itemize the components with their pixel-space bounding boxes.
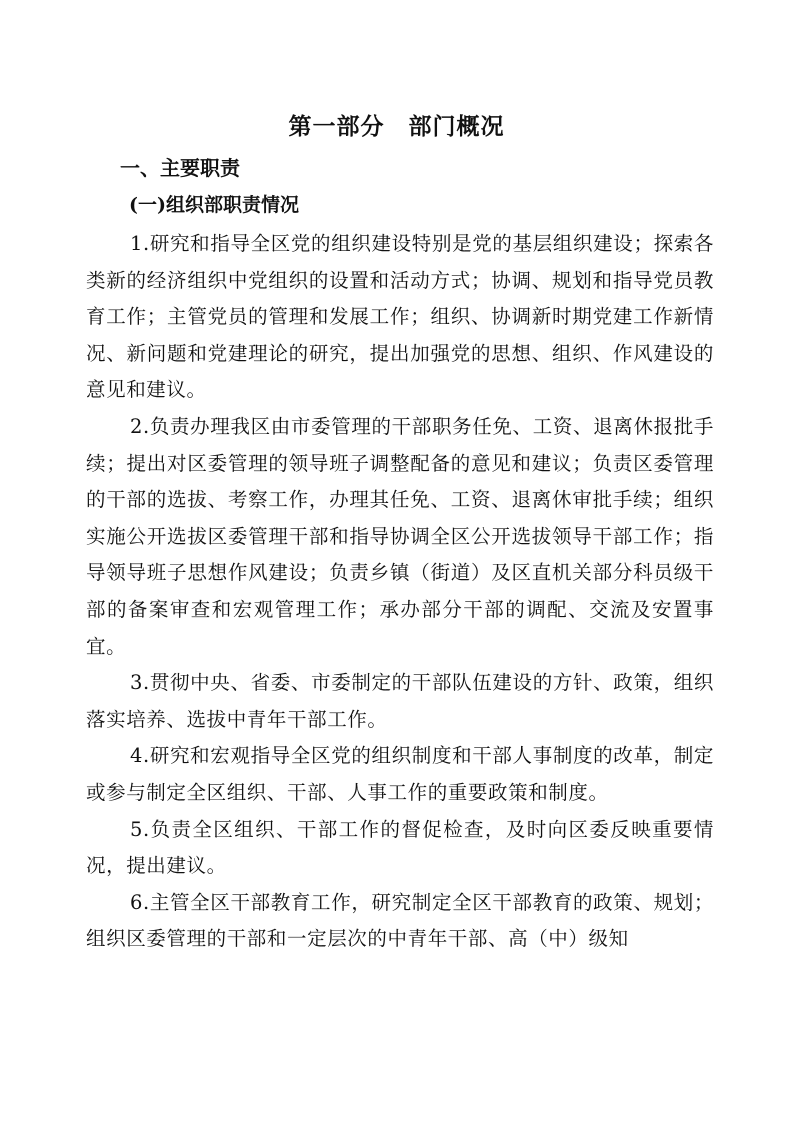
paragraph-2: 2.负责办理我区由市委管理的干部职务任免、工资、退离休报批手续；提出对区委管理的领导班子调整配备的意见和建议；负责区委管理的干部的选拔、考察工作，办理其任免、工资、退离休审批手续；组织实施公开选拔区委管理干部和指导协调全区公开选拔领导干部工作；指导领导班子思想作风建设；负责乡镇（街道）及区直机关部分科员级干部的备案审查和宏观管理工作；承办部分干部的调配、交流及安置事宜。 bbox=[86, 414, 714, 658]
paragraph-1: 1.研究和指导全区党的组织建设特别是党的基层组织建设；探索各类新的经济组织中党组织的设置和活动方式；协调、规划和指导党员教育工作；主管党员的管理和发展工作；组织、协调新时期党建工作新情况、新问题和党建理论的研究，提出加强党的思想、组织、作风建设的意见和建议。 bbox=[86, 232, 714, 402]
paragraph-6: 6.主管全区干部教育工作，研究制定全区干部教育的政策、规划；组织区委管理的干部和一定层次的中青年干部、高（中）级知 bbox=[86, 890, 714, 951]
paragraph-3: 3.贯彻中央、省委、市委制定的干部队伍建设的方针、政策，组织落实培养、选拔中青年干部工作。 bbox=[86, 671, 714, 731]
page-title bbox=[0, 112, 793, 142]
paragraph-5: 5.负责全区组织、干部工作的督促检查，及时向区委反映重要情况，提出建议。 bbox=[86, 817, 714, 878]
body-text bbox=[86, 226, 714, 958]
paragraph-4: 4.研究和宏观指导全区党的组织制度和干部人事制度的改革，制定或参与制定全区组织、干部、人事工作的重要政策和制度。 bbox=[86, 744, 714, 804]
title-name: 部门概况 bbox=[408, 114, 505, 140]
title-part: 第一部分 bbox=[288, 114, 385, 140]
section-heading: 一、主要职责 bbox=[120, 156, 240, 180]
sub-heading: (一)组织部职责情况 bbox=[129, 194, 299, 216]
